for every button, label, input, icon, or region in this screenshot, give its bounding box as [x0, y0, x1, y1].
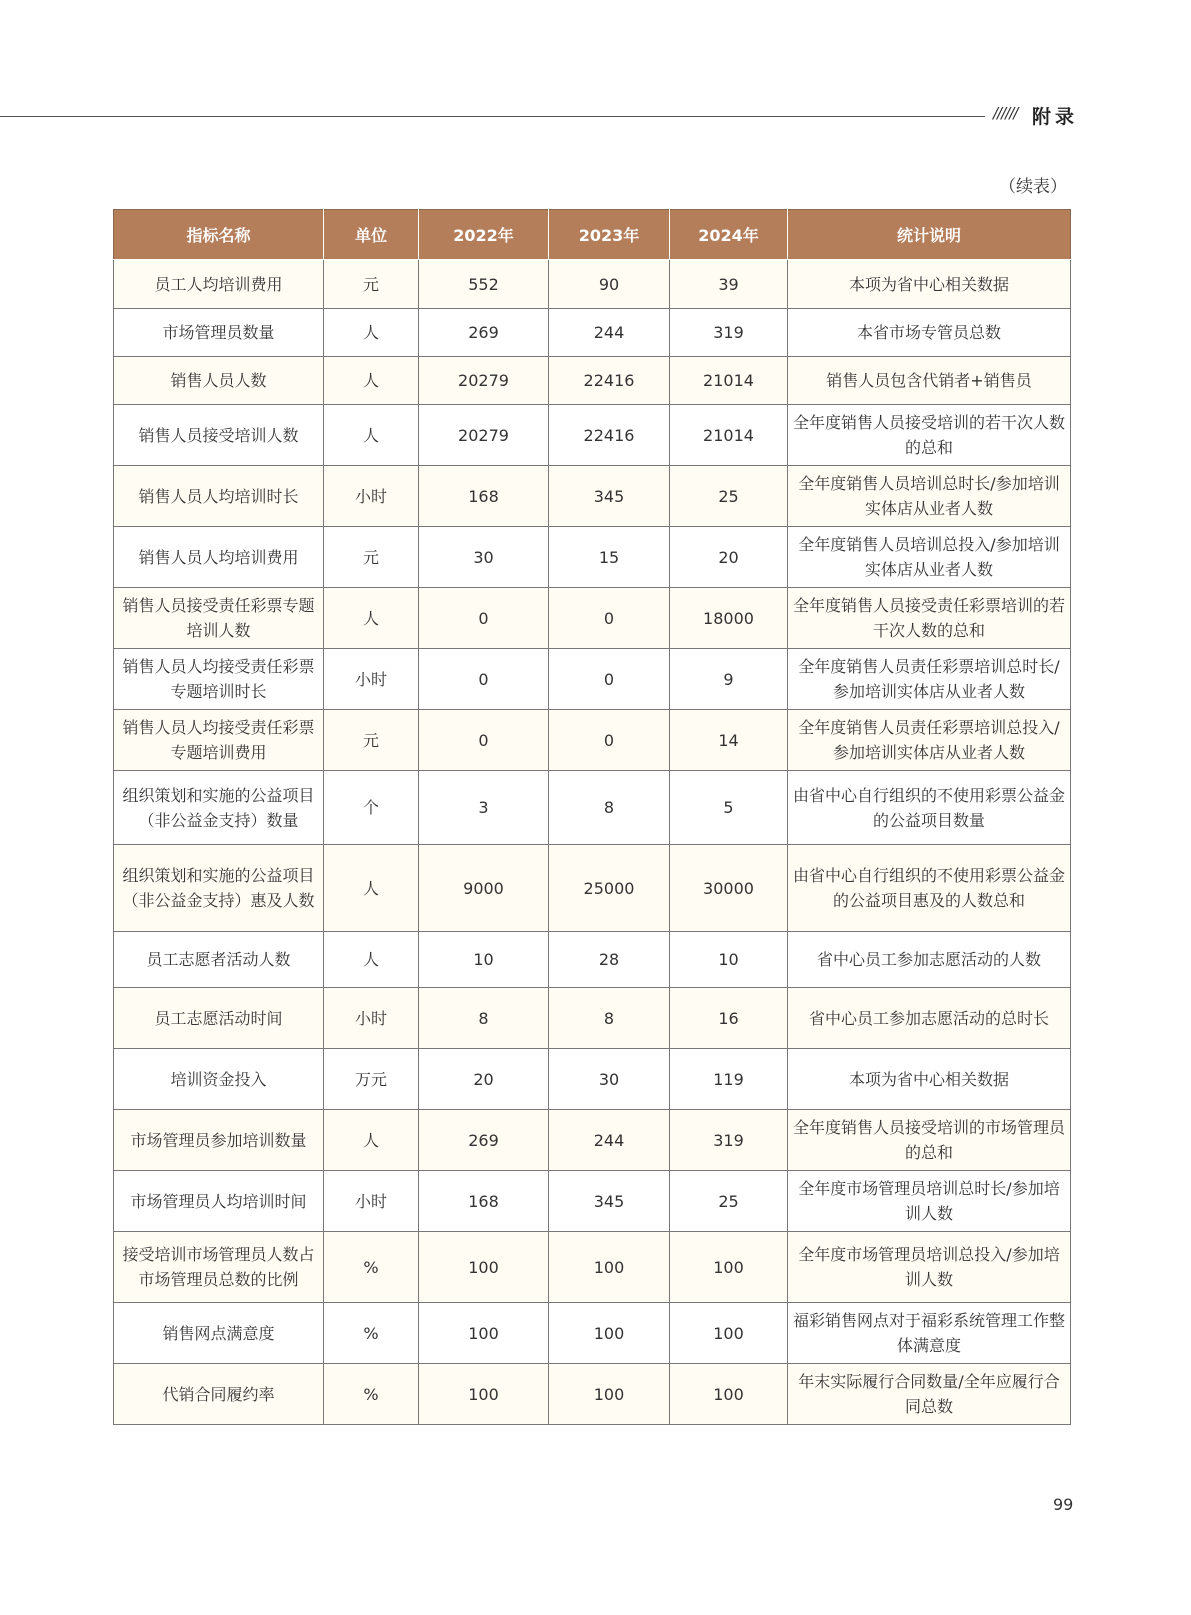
value-2023-cell: 100: [549, 1303, 670, 1364]
page-number: 99: [1053, 1495, 1074, 1514]
unit-cell: 人: [324, 588, 419, 649]
table-row: [114, 649, 1071, 710]
value-2023-cell: 244: [549, 1110, 670, 1171]
unit-cell: 人: [324, 405, 419, 466]
value-2023-cell: 0: [549, 588, 670, 649]
description-cell: 全年度销售人员培训总时长/参加培训实体店从业者人数: [788, 466, 1071, 527]
unit-cell: %: [324, 1364, 419, 1425]
description-cell: 本省市场专管员总数: [788, 309, 1071, 357]
value-2023-cell: 8: [549, 988, 670, 1049]
indicator-name-cell: 销售人员人均培训时长: [114, 466, 324, 527]
value-2023-cell: 15: [549, 527, 670, 588]
indicator-name-cell: 销售人员人均接受责任彩票专题培训费用: [114, 710, 324, 771]
value-2024-cell: 10: [670, 932, 788, 988]
value-2023-cell: 100: [549, 1232, 670, 1303]
value-2022-cell: 168: [419, 1171, 549, 1232]
indicator-name-cell: 代销合同履约率: [114, 1364, 324, 1425]
table-row: [114, 1232, 1071, 1303]
value-2022-cell: 0: [419, 710, 549, 771]
description-cell: 销售人员包含代销者+销售员: [788, 357, 1071, 405]
value-2023-cell: 345: [549, 466, 670, 527]
value-2024-cell: 25: [670, 1171, 788, 1232]
table-row: [114, 845, 1071, 932]
value-2023-cell: 345: [549, 1171, 670, 1232]
value-2022-cell: 0: [419, 649, 549, 710]
description-cell: 全年度销售人员接受责任彩票培训的若干次人数的总和: [788, 588, 1071, 649]
indicator-name-cell: 销售人员人数: [114, 357, 324, 405]
table-row: [114, 710, 1071, 771]
indicator-name-cell: 销售网点满意度: [114, 1303, 324, 1364]
value-2024-cell: 16: [670, 988, 788, 1049]
unit-cell: 人: [324, 357, 419, 405]
indicator-name-cell: 员工志愿者活动人数: [114, 932, 324, 988]
unit-cell: 人: [324, 932, 419, 988]
table-row: [114, 932, 1071, 988]
value-2022-cell: 10: [419, 932, 549, 988]
value-2023-cell: 30: [549, 1049, 670, 1110]
description-cell: 省中心员工参加志愿活动的人数: [788, 932, 1071, 988]
value-2023-cell: 0: [549, 710, 670, 771]
description-cell: 全年度销售人员培训总投入/参加培训实体店从业者人数: [788, 527, 1071, 588]
value-2024-cell: 39: [670, 260, 788, 309]
value-2024-cell: 119: [670, 1049, 788, 1110]
value-2024-cell: 25: [670, 466, 788, 527]
table-row: [114, 309, 1071, 357]
value-2022-cell: 30: [419, 527, 549, 588]
value-2024-cell: 30000: [670, 845, 788, 932]
unit-cell: %: [324, 1232, 419, 1303]
table-row: [114, 771, 1071, 845]
unit-cell: 个: [324, 771, 419, 845]
value-2024-cell: 18000: [670, 588, 788, 649]
table-row: [114, 1364, 1071, 1425]
value-2023-cell: 8: [549, 771, 670, 845]
unit-cell: 元: [324, 260, 419, 309]
description-cell: 由省中心自行组织的不使用彩票公益金的公益项目数量: [788, 771, 1071, 845]
value-2024-cell: 21014: [670, 405, 788, 466]
value-2023-cell: 25000: [549, 845, 670, 932]
section-title: 附录: [1032, 106, 1079, 128]
indicator-name-cell: 销售人员接受培训人数: [114, 405, 324, 466]
value-2022-cell: 8: [419, 988, 549, 1049]
column-header: 2024年: [670, 210, 788, 260]
table-row: [114, 1303, 1071, 1364]
table-row: [114, 988, 1071, 1049]
value-2024-cell: 5: [670, 771, 788, 845]
description-cell: 由省中心自行组织的不使用彩票公益金的公益项目惠及的人数总和: [788, 845, 1071, 932]
unit-cell: 元: [324, 710, 419, 771]
table-row: [114, 466, 1071, 527]
value-2023-cell: 244: [549, 309, 670, 357]
value-2024-cell: 21014: [670, 357, 788, 405]
table-row: [114, 1049, 1071, 1110]
value-2022-cell: 20279: [419, 357, 549, 405]
unit-cell: 万元: [324, 1049, 419, 1110]
value-2022-cell: 168: [419, 466, 549, 527]
value-2023-cell: 28: [549, 932, 670, 988]
value-2022-cell: 552: [419, 260, 549, 309]
table-body: [114, 260, 1071, 1425]
value-2022-cell: 3: [419, 771, 549, 845]
value-2022-cell: 20279: [419, 405, 549, 466]
value-2024-cell: 100: [670, 1303, 788, 1364]
value-2022-cell: 100: [419, 1303, 549, 1364]
continued-label: （续表）: [999, 177, 1067, 197]
table-row: [114, 405, 1071, 466]
unit-cell: 人: [324, 309, 419, 357]
column-header: 单位: [324, 210, 419, 260]
value-2023-cell: 0: [549, 649, 670, 710]
unit-cell: 小时: [324, 649, 419, 710]
description-cell: 全年度销售人员责任彩票培训总时长/参加培训实体店从业者人数: [788, 649, 1071, 710]
indicator-table: [113, 209, 1071, 1425]
value-2022-cell: 20: [419, 1049, 549, 1110]
indicator-name-cell: 市场管理员参加培训数量: [114, 1110, 324, 1171]
value-2024-cell: 100: [670, 1232, 788, 1303]
table-row: [114, 1110, 1071, 1171]
value-2022-cell: 269: [419, 309, 549, 357]
description-cell: 全年度销售人员接受培训的市场管理员的总和: [788, 1110, 1071, 1171]
indicator-name-cell: 接受培训市场管理员人数占市场管理员总数的比例: [114, 1232, 324, 1303]
table-row: [114, 357, 1071, 405]
table-row: [114, 260, 1071, 309]
value-2024-cell: 20: [670, 527, 788, 588]
value-2023-cell: 22416: [549, 357, 670, 405]
table-row: [114, 1171, 1071, 1232]
description-cell: 本项为省中心相关数据: [788, 1049, 1071, 1110]
unit-cell: 小时: [324, 466, 419, 527]
indicator-name-cell: 员工志愿活动时间: [114, 988, 324, 1049]
value-2022-cell: 269: [419, 1110, 549, 1171]
unit-cell: 人: [324, 1110, 419, 1171]
value-2022-cell: 9000: [419, 845, 549, 932]
unit-cell: 小时: [324, 988, 419, 1049]
value-2024-cell: 100: [670, 1364, 788, 1425]
description-cell: 全年度销售人员接受培训的若干次人数的总和: [788, 405, 1071, 466]
description-cell: 年末实际履行合同数量/全年应履行合同总数: [788, 1364, 1071, 1425]
header-slashes: //////: [993, 104, 1018, 122]
indicator-name-cell: 销售人员人均培训费用: [114, 527, 324, 588]
description-cell: 本项为省中心相关数据: [788, 260, 1071, 309]
indicator-name-cell: 培训资金投入: [114, 1049, 324, 1110]
description-cell: 全年度市场管理员培训总时长/参加培训人数: [788, 1171, 1071, 1232]
indicator-name-cell: 销售人员人均接受责任彩票专题培训时长: [114, 649, 324, 710]
value-2023-cell: 90: [549, 260, 670, 309]
description-cell: 全年度销售人员责任彩票培训总投入/参加培训实体店从业者人数: [788, 710, 1071, 771]
value-2023-cell: 100: [549, 1364, 670, 1425]
indicator-name-cell: 组织策划和实施的公益项目（非公益金支持）数量: [114, 771, 324, 845]
indicator-name-cell: 员工人均培训费用: [114, 260, 324, 309]
table-header-row: [114, 210, 1071, 260]
description-cell: 福彩销售网点对于福彩系统管理工作整体满意度: [788, 1303, 1071, 1364]
table-row: [114, 527, 1071, 588]
value-2022-cell: 100: [419, 1364, 549, 1425]
column-header: 2022年: [419, 210, 549, 260]
description-cell: 省中心员工参加志愿活动的总时长: [788, 988, 1071, 1049]
unit-cell: 人: [324, 845, 419, 932]
value-2023-cell: 22416: [549, 405, 670, 466]
description-cell: 全年度市场管理员培训总投入/参加培训人数: [788, 1232, 1071, 1303]
indicator-name-cell: 市场管理员人均培训时间: [114, 1171, 324, 1232]
table-row: [114, 588, 1071, 649]
value-2024-cell: 319: [670, 309, 788, 357]
value-2024-cell: 9: [670, 649, 788, 710]
indicator-name-cell: 市场管理员数量: [114, 309, 324, 357]
unit-cell: 小时: [324, 1171, 419, 1232]
value-2024-cell: 14: [670, 710, 788, 771]
column-header: 统计说明: [788, 210, 1071, 260]
indicator-name-cell: 组织策划和实施的公益项目（非公益金支持）惠及人数: [114, 845, 324, 932]
indicator-name-cell: 销售人员接受责任彩票专题培训人数: [114, 588, 324, 649]
unit-cell: 元: [324, 527, 419, 588]
unit-cell: %: [324, 1303, 419, 1364]
header-rule: [0, 116, 985, 117]
column-header: 指标名称: [114, 210, 324, 260]
value-2024-cell: 319: [670, 1110, 788, 1171]
column-header: 2023年: [549, 210, 670, 260]
value-2022-cell: 100: [419, 1232, 549, 1303]
value-2022-cell: 0: [419, 588, 549, 649]
